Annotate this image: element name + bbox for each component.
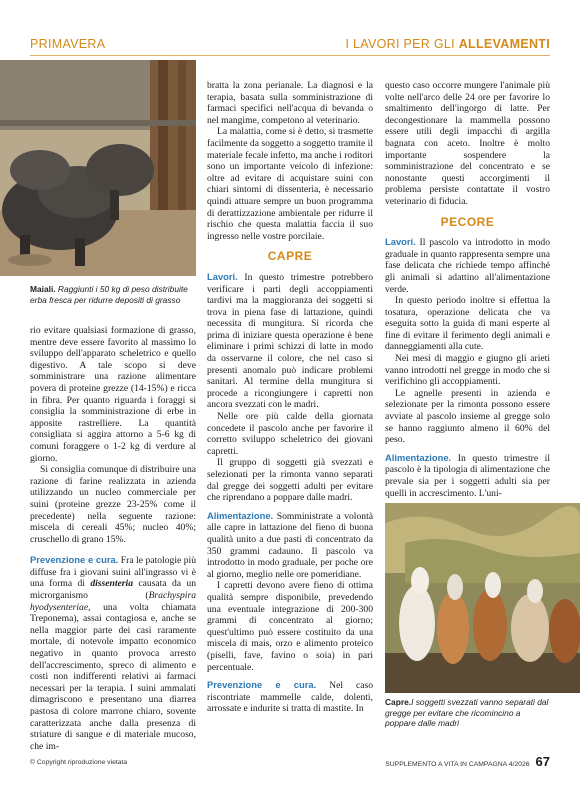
page-footer	[385, 754, 550, 769]
column-2	[207, 80, 373, 715]
goats-photo	[385, 503, 580, 693]
paragraph: Si consiglia comunque di distribuire una razione di farine realizzata in azienda utilizzando un nucleo commerciale per suini (proteine grezze 23-25% come il precedente) nella seguente razione: miscela di cereali 45%; nucleo 40%; cruschello di grano 15%.	[30, 464, 196, 545]
paragraph: bratta la zona perianale. La diagnosi e la terapia, basata sulla somministrazione di farmaci specifici nell'acqua di bevanda o nel mangime, competono al veterinario.	[207, 80, 373, 126]
section-label: PRIMAVERA	[30, 37, 106, 51]
paragraph: rio evitare qualsiasi formazione di grasso, mentre deve essere favorito al massimo lo sviluppo dell'apparato scheletrico e quello digestivo. A tale scopo si deve somministrare una razione alimentare povera di proteine grezze (14-15%) e ricca in fibra. Per quanto riguarda i foraggi si consiglia la somministrazione di erbe in apposite rastrelliere. La quantità consigliata si aggira attorno a 5-6 kg di comuni foraggere o 1-2 kg di verdure al giorno.	[30, 325, 196, 464]
section-title-pecore: PECORE	[440, 214, 495, 229]
paragraph: La malattia, come si è detto, si trasmette facilmente da soggetto a soggetto tramite il materiale fecale infetto, ma anche i roditori sono un importante veicolo di infezione: oltre ad evitare di acquistare suini con chiari sintomi di dissenteria, è necessario quindi attuare sempre un buon programma di derattizzazione ambientale per ridurre il rischio che questa malattia faccia il suo ingresso nelle vostre porcilaie.	[207, 126, 373, 242]
paragraph: Lavori. In questo trimestre potrebbero verificare i parti degli accoppiamenti tardivi ma la maggioranza dei soggetti si trova in piena fase di lattazione, quindi necessita di mungitura. Si ricorda che prima di iniziare questa operazione è bene eliminare i primi schizzi di latte in modo da osservarne il colore, che nel caso si presenti anomalo può indicare problemi sanitari. Al termine della mungitura si procede a ricongiungere i capretti non ancora svezzati con le madri.	[207, 270, 373, 411]
paragraph: Prevenzione e cura. Fra le patologie più diffuse fra i giovani suini all'ingrasso vi è una forma di dissenteria causata da un microrganismo (Brachyspira hyodysenteriae, una volta chiamata Treponema), assai contagiosa e, anche se nella maggior parte dei casi raramente mortale, di notevole impatto economico negativo in quanto provoca arresto dell'accrescimento, spreco di alimento e costi non indifferenti relativi ai farmaci necessari per la terapia. I suini ammalati dimagriscono e presentano una diarrea pastosa di colore marrone chiaro, sovente caratterizzata anche dalla presenza di striature di sangue e di materiale mucoso, che im-	[30, 554, 197, 752]
header-rule	[30, 55, 550, 56]
paragraph: questo caso occorre mungere l'animale più volte nell'arco delle 24 ore per favorire lo smaltimento dell'ingorgo di latte. Per decongestionare la mammella possono essere utili degli impacchi di argilla bagnata con aceto. Inoltre è molto importante sospendere la somministrazione del concentrato e se nonostante questi accorgimenti il problema persiste contattate il vostro veterinario di fiducia.	[385, 80, 550, 207]
header-title: I LAVORI PER GLI ALLEVAMENTI	[345, 37, 550, 51]
copyright-notice: © Copyright riproduzione vietata	[30, 759, 128, 766]
paragraph: In questo periodo inoltre si effettua la tosatura, operazione delicata che va eseguita sotto la guida di mani esperte al fine di evitare il ferimento degli animali e danneggiamenti alla cute.	[385, 295, 550, 353]
paragraph: Le agnelle presenti in azienda e selezionate per la rimonta possono essere avviate al pascolo insieme al gregge solo se hanno raggiunto almeno il 60% del peso.	[385, 387, 550, 446]
pigs-caption: Maiali. Raggiunti i 50 kg di peso distribuite erba fresca per ridurre depositi di grasso	[30, 284, 188, 305]
paragraph: Nei mesi di maggio e giugno gli arieti vanno introdotti nel gregge in modo che si verifichino gli accoppiamenti.	[385, 353, 550, 388]
pigs-photo	[0, 60, 196, 276]
section-title-capre: CAPRE	[267, 249, 313, 264]
paragraph: Alimentazione. In questo trimestre il pascolo è la tipologia di alimentazione che prevale sia per i soggetti adulti sia per quelli in accrescimento. L'uni-	[385, 451, 550, 499]
column-3	[385, 80, 550, 499]
paragraph: Lavori. Il pascolo va introdotto in modo graduale in quanto rappresenta sempre una fase delicata che richiede tempo affinché gli animali si adattino all'alimentazione verde.	[385, 236, 550, 295]
paragraph: Prevenzione e cura. Nel caso riscontriate mammelle calde, dolenti, arrossate e indurite si tratta di mastite. In	[207, 679, 374, 715]
paragraph: Il gruppo di soggetti già svezzati e selezionati per la rimonta vanno separati dal gregge dei soggetti adulti per evitare che riprendano a poppare dalle madri.	[207, 457, 373, 504]
supplement-label: SUPPLEMENTO A VITA IN CAMPAGNA 4/2026	[385, 761, 530, 768]
paragraph: I capretti devono avere fieno di ottima qualità sempre disponibile, prevedendo una eventuale integrazione di 200-300 grammi di concentrato al giorno; quest'ultimo può essere costituito da una miscela di mais, orzo e alimento proteico (piselli, fave, favino o soia) in pari percentuale.	[207, 580, 373, 673]
page-header	[30, 37, 550, 57]
paragraph: Alimentazione. Somministrate a volontà alle capre in lattazione del fieno di buona qualità unito a due pasti di concentrato da 350 grammi cadauno. Il pascolo va introdotto in modo graduale, per poche ore al giorno, meglio nelle ore pomeridiane.	[207, 509, 373, 580]
goats-caption: Capre.I soggetti svezzati vanno separati dal gregge per evitare che ricomincino a poppare dalle madri	[385, 697, 549, 728]
page-number: 67	[535, 754, 550, 769]
column-1	[30, 325, 196, 752]
paragraph: Nelle ore più calde della giornata concedete il pascolo anche per favorire il corretto sviluppo scheletrico dei giovani capretti.	[207, 411, 373, 457]
pigs-photo-image	[0, 60, 196, 276]
goats-photo-image	[385, 503, 580, 693]
